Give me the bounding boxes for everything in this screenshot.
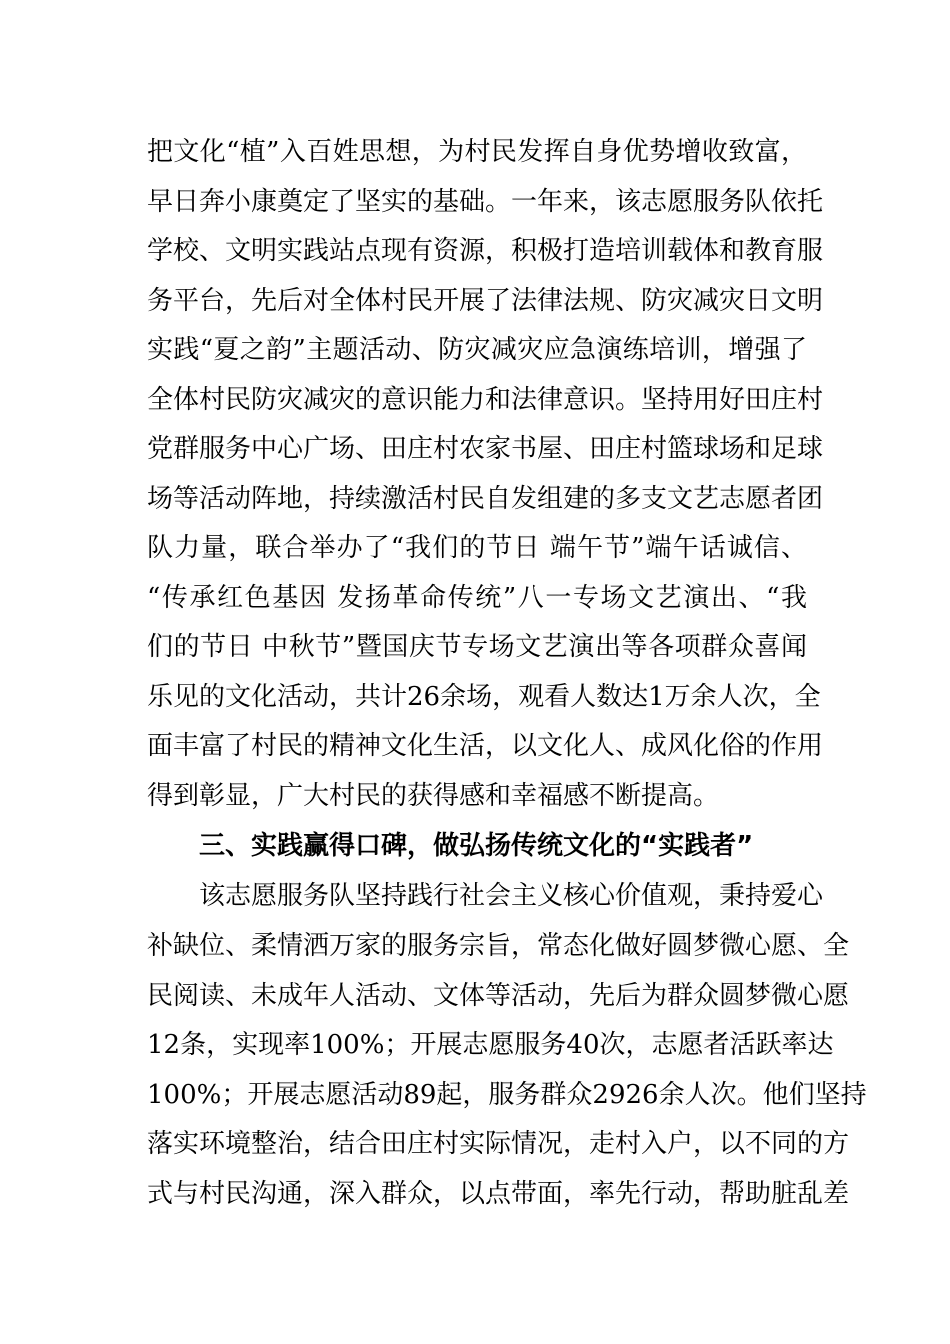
paragraph1-line-3: 学校、文明实践站点现有资源，积极打造培训载体和教育服 (147, 236, 824, 266)
paragraph1-line-13: 面丰富了村民的精神文化生活，以文化人、成风化俗的作用 (147, 731, 824, 761)
paragraph1-line-11: 们的节日 中秋节”暨国庆节专场文艺演出等各项群众喜闻 (147, 632, 807, 662)
paragraph1-line-8: 场等活动阵地，持续激活村民自发组建的多支文艺志愿者团 (147, 484, 824, 514)
paragraph2-line-1: 该志愿服务队坚持践行社会主义核心价值观，秉持爱心 (199, 881, 824, 911)
paragraph2-line-4: 12条，实现率100%；开展志愿服务40次，志愿者活跃率达 (147, 1030, 834, 1060)
paragraph1-line-6: 全体村民防灾减灾的意识能力和法律意识。坚持用好田庄村 (147, 385, 824, 415)
paragraph2-line-6: 落实环境整治，结合田庄村实际情况，走村入户，以不同的方 (147, 1129, 850, 1159)
paragraph1-line-2: 早日奔小康奠定了坚实的基础。一年来，该志愿服务队依托 (147, 187, 824, 217)
paragraph1-line-9: 队力量，联合举办了“我们的节日 端午节”端午话诚信、 (147, 533, 807, 563)
paragraph2-line-7: 式与村民沟通，深入群众，以点带面，率先行动，帮助脏乱差 (147, 1179, 850, 1209)
paragraph1-line-14: 得到彰显，广大村民的获得感和幸福感不断提高。 (147, 781, 720, 811)
paragraph1-line-5: 实践“夏之韵”主题活动、防灾减灾应急演练培训，增强了 (147, 335, 807, 365)
section-heading: 三、实践赢得口碑，做弘扬传统文化的“实践者” (199, 831, 754, 861)
paragraph1-line-4: 务平台，先后对全体村民开展了法律法规、防灾减灾日文明 (147, 286, 824, 316)
paragraph1-line-7: 党群服务中心广场、田庄村农家书屋、田庄村篮球场和足球 (147, 434, 824, 464)
paragraph2-line-2: 补缺位、柔情洒万家的服务宗旨，常态化做好圆梦微心愿、全 (147, 931, 850, 961)
paragraph1-line-12: 乐见的文化活动，共计26余场，观看人数达1万余人次，全 (147, 682, 821, 712)
paragraph1-line-1: 把文化“植”入百姓思想，为村民发挥自身优势增收致富， (147, 137, 807, 167)
paragraph2-line-5: 100%；开展志愿活动89起，服务群众2926余人次。他们坚持 (147, 1080, 867, 1110)
paragraph2-line-3: 民阅读、未成年人活动、文体等活动，先后为群众圆梦微心愿 (147, 981, 850, 1011)
paragraph1-line-10: “传承红色基因 发扬革命传统”八一专场文艺演出、“我 (147, 583, 807, 613)
